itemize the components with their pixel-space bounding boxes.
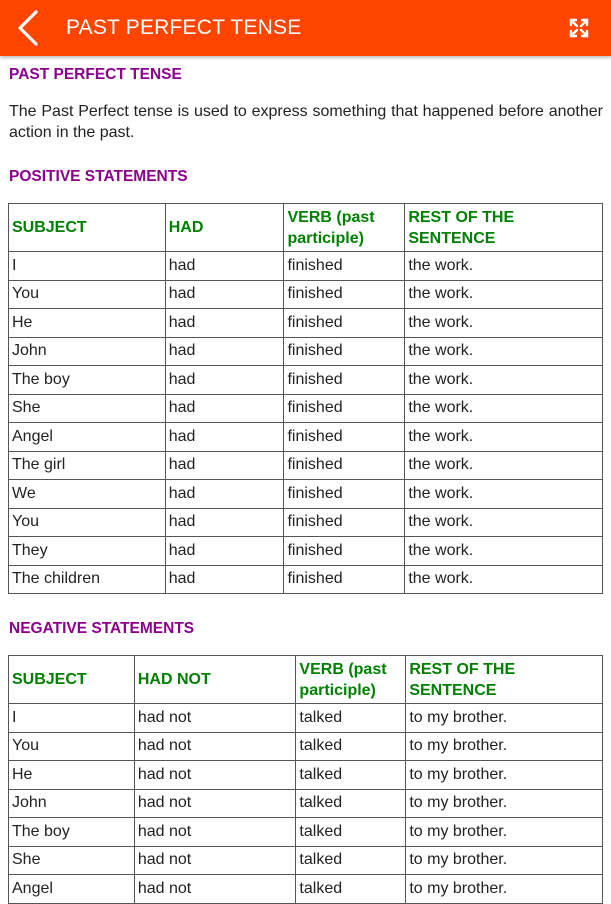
table-row [9,480,603,509]
table-cell: to my brother. [406,818,603,847]
table-cell: You [9,280,166,309]
positive-table-body [9,252,603,594]
table-row [9,280,603,309]
table-cell: to my brother. [406,732,603,761]
table-cell: had [165,280,284,309]
table-cell: had not [134,818,296,847]
table-cell: to my brother. [406,846,603,875]
back-button[interactable] [10,6,50,50]
table-row [9,451,603,480]
table-cell: She [9,394,166,423]
table-row [9,252,603,281]
table-cell: had [165,508,284,537]
table-cell: the work. [405,480,603,509]
table-cell: had [165,309,284,338]
table-cell: talked [296,704,406,733]
table-cell: finished [284,480,405,509]
table-row [9,337,603,366]
table-cell: The boy [9,818,135,847]
table-cell: had [165,252,284,281]
table-cell: the work. [405,366,603,395]
table-row [9,309,603,338]
table-cell: the work. [405,280,603,309]
table-cell: the work. [405,394,603,423]
table-cell: to my brother. [406,789,603,818]
table-cell: We [9,480,166,509]
table-cell: to my brother. [406,761,603,790]
table-cell: finished [284,423,405,452]
table-cell: finished [284,337,405,366]
table-cell: I [9,704,135,733]
table-cell: Angel [9,423,166,452]
table-row [9,761,603,790]
positive-heading: POSITIVE STATEMENTS [9,168,188,185]
column-header: HAD [165,204,284,252]
table-cell: finished [284,280,405,309]
table-cell: the work. [405,252,603,281]
table-cell: to my brother. [406,704,603,733]
table-row [9,366,603,395]
table-cell: They [9,537,166,566]
table-cell: had [165,394,284,423]
table-cell: talked [296,846,406,875]
table-row [9,508,603,537]
table-cell: had not [134,846,296,875]
table-cell: the work. [405,423,603,452]
table-header-row [9,656,603,704]
table-cell: the work. [405,508,603,537]
app-bar-title: PAST PERFECT TENSE [66,16,302,39]
table-cell: She [9,846,135,875]
lesson-heading: PAST PERFECT TENSE [9,66,182,83]
table-cell: Angel [9,875,135,904]
table-cell: had [165,537,284,566]
table-cell: You [9,732,135,761]
table-row [9,394,603,423]
table-row [9,846,603,875]
column-header: SUBJECT [9,204,166,252]
table-cell: The boy [9,366,166,395]
table-header-row [9,204,603,252]
fullscreen-button[interactable] [562,12,596,44]
column-header: VERB (past participle) [284,204,405,252]
table-cell: the work. [405,309,603,338]
fullscreen-icon [562,12,596,44]
table-cell: the work. [405,537,603,566]
table-row [9,423,603,452]
table-row [9,732,603,761]
table-cell: finished [284,309,405,338]
column-header: REST OF THE SENTENCE [405,204,603,252]
chevron-left-icon [10,6,50,50]
table-cell: had not [134,761,296,790]
column-header: HAD NOT [134,656,296,704]
table-cell: had [165,451,284,480]
table-cell: finished [284,451,405,480]
positive-table [8,203,603,594]
negative-table [8,655,603,904]
table-cell: finished [284,394,405,423]
table-cell: finished [284,366,405,395]
table-cell: talked [296,732,406,761]
table-cell: talked [296,761,406,790]
table-cell: had not [134,704,296,733]
table-cell: finished [284,508,405,537]
table-row [9,875,603,904]
table-row [9,789,603,818]
table-cell: John [9,789,135,818]
table-cell: had [165,480,284,509]
table-cell: had not [134,875,296,904]
table-cell: had not [134,732,296,761]
table-cell: The girl [9,451,166,480]
table-row [9,537,603,566]
table-cell: the work. [405,451,603,480]
table-cell: talked [296,789,406,818]
table-cell: talked [296,875,406,904]
table-cell: finished [284,537,405,566]
column-header: SUBJECT [9,656,135,704]
table-cell: finished [284,565,405,594]
table-row [9,704,603,733]
table-row [9,565,603,594]
table-cell: The children [9,565,166,594]
table-cell: had [165,337,284,366]
app-bar [0,0,611,56]
table-cell: to my brother. [406,875,603,904]
table-cell: finished [284,252,405,281]
table-cell: had [165,565,284,594]
table-cell: John [9,337,166,366]
table-cell: talked [296,818,406,847]
table-cell: the work. [405,337,603,366]
column-header: VERB (past participle) [296,656,406,704]
negative-table-body [9,704,603,904]
table-row [9,818,603,847]
table-cell: He [9,309,166,338]
table-cell: had [165,366,284,395]
table-cell: the work. [405,565,603,594]
negative-heading: NEGATIVE STATEMENTS [9,620,195,637]
table-cell: He [9,761,135,790]
table-cell: had [165,423,284,452]
column-header: REST OF THE SENTENCE [406,656,603,704]
table-cell: You [9,508,166,537]
table-cell: I [9,252,166,281]
lesson-intro: The Past Perfect tense is used to express something that happened before another action in the past. [9,103,603,141]
table-cell: had not [134,789,296,818]
